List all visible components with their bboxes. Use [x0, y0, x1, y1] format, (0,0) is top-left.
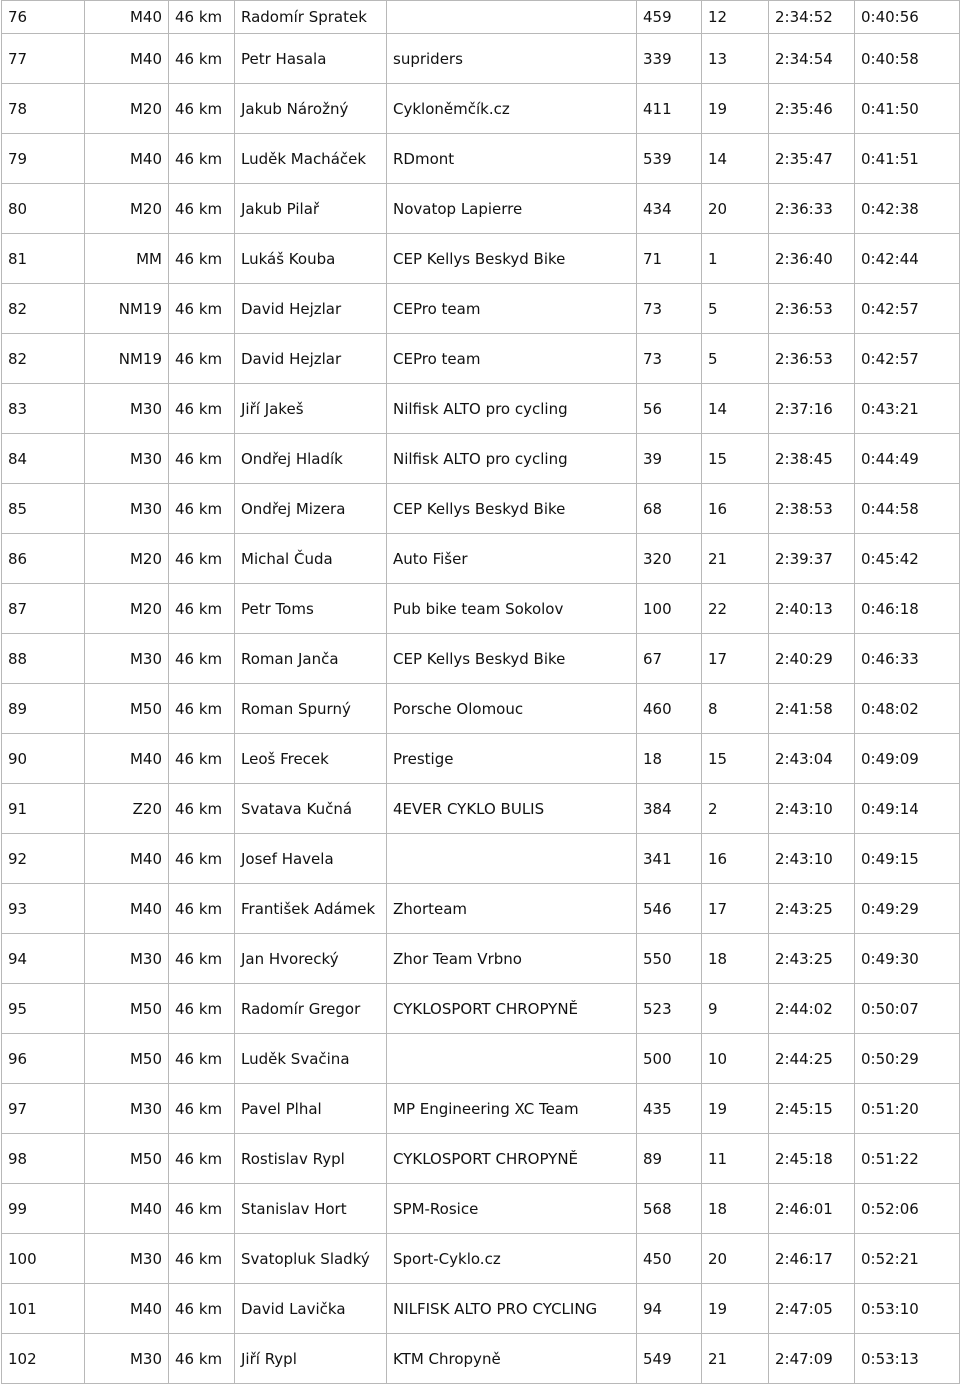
- category-position-cell: 19: [702, 84, 769, 134]
- table-row: [2, 1034, 960, 1084]
- category-position-cell: 5: [702, 334, 769, 384]
- category-position-cell: 14: [702, 134, 769, 184]
- team-cell: Pub bike team Sokolov: [387, 584, 637, 634]
- position-cell: 100: [2, 1234, 85, 1284]
- time-gap-cell: 0:50:29: [855, 1034, 960, 1084]
- start-number-cell: 339: [637, 34, 702, 84]
- start-number-cell: 100: [637, 584, 702, 634]
- category-cell: M40: [85, 134, 169, 184]
- category-cell: M20: [85, 584, 169, 634]
- category-position-cell: 1: [702, 234, 769, 284]
- time-gap-cell: 0:49:14: [855, 784, 960, 834]
- position-cell: 77: [2, 34, 85, 84]
- finish-time-cell: 2:35:47: [769, 134, 855, 184]
- rider-name-cell: Jakub Nárožný: [235, 84, 387, 134]
- time-gap-cell: 0:53:13: [855, 1334, 960, 1384]
- finish-time-cell: 2:46:01: [769, 1184, 855, 1234]
- distance-cell: 46 km: [169, 1034, 235, 1084]
- position-cell: 92: [2, 834, 85, 884]
- start-number-cell: 500: [637, 1034, 702, 1084]
- position-cell: 84: [2, 434, 85, 484]
- category-position-cell: 15: [702, 434, 769, 484]
- finish-time-cell: 2:46:17: [769, 1234, 855, 1284]
- rider-name-cell: Petr Toms: [235, 584, 387, 634]
- team-cell: CEP Kellys Beskyd Bike: [387, 634, 637, 684]
- category-cell: M40: [85, 884, 169, 934]
- category-cell: M50: [85, 1134, 169, 1184]
- team-cell: CEP Kellys Beskyd Bike: [387, 234, 637, 284]
- position-cell: 82: [2, 284, 85, 334]
- rider-name-cell: David Lavička: [235, 1284, 387, 1334]
- category-cell: M40: [85, 1184, 169, 1234]
- category-cell: M50: [85, 1034, 169, 1084]
- table-row: [2, 634, 960, 684]
- category-position-cell: 5: [702, 284, 769, 334]
- table-row: [2, 584, 960, 634]
- position-cell: 99: [2, 1184, 85, 1234]
- distance-cell: 46 km: [169, 734, 235, 784]
- category-position-cell: 20: [702, 1234, 769, 1284]
- category-position-cell: 20: [702, 184, 769, 234]
- rider-name-cell: Rostislav Rypl: [235, 1134, 387, 1184]
- distance-cell: 46 km: [169, 1, 235, 34]
- finish-time-cell: 2:35:46: [769, 84, 855, 134]
- time-gap-cell: 0:51:20: [855, 1084, 960, 1134]
- time-gap-cell: 0:49:15: [855, 834, 960, 884]
- team-cell: [387, 834, 637, 884]
- distance-cell: 46 km: [169, 1084, 235, 1134]
- finish-time-cell: 2:40:13: [769, 584, 855, 634]
- category-position-cell: 17: [702, 884, 769, 934]
- category-position-cell: 21: [702, 534, 769, 584]
- team-cell: Cykloněmčík.cz: [387, 84, 637, 134]
- category-position-cell: 16: [702, 834, 769, 884]
- time-gap-cell: 0:42:57: [855, 284, 960, 334]
- start-number-cell: 56: [637, 384, 702, 434]
- team-cell: Sport-Cyklo.cz: [387, 1234, 637, 1284]
- table-row: [2, 1334, 960, 1384]
- team-cell: SPM-Rosice: [387, 1184, 637, 1234]
- start-number-cell: 94: [637, 1284, 702, 1334]
- distance-cell: 46 km: [169, 484, 235, 534]
- start-number-cell: 341: [637, 834, 702, 884]
- team-cell: [387, 1, 637, 34]
- time-gap-cell: 0:52:06: [855, 1184, 960, 1234]
- category-cell: M30: [85, 1234, 169, 1284]
- category-position-cell: 8: [702, 684, 769, 734]
- time-gap-cell: 0:42:38: [855, 184, 960, 234]
- position-cell: 101: [2, 1284, 85, 1334]
- distance-cell: 46 km: [169, 934, 235, 984]
- position-cell: 95: [2, 984, 85, 1034]
- time-gap-cell: 0:44:49: [855, 434, 960, 484]
- rider-name-cell: Jiří Jakeš: [235, 384, 387, 434]
- distance-cell: 46 km: [169, 1234, 235, 1284]
- distance-cell: 46 km: [169, 184, 235, 234]
- team-cell: CEPro team: [387, 284, 637, 334]
- category-position-cell: 19: [702, 1284, 769, 1334]
- finish-time-cell: 2:47:09: [769, 1334, 855, 1384]
- rider-name-cell: Petr Hasala: [235, 34, 387, 84]
- rider-name-cell: František Adámek: [235, 884, 387, 934]
- position-cell: 90: [2, 734, 85, 784]
- category-cell: M30: [85, 934, 169, 984]
- table-row: [2, 234, 960, 284]
- time-gap-cell: 0:43:21: [855, 384, 960, 434]
- category-cell: M30: [85, 484, 169, 534]
- start-number-cell: 67: [637, 634, 702, 684]
- finish-time-cell: 2:43:10: [769, 834, 855, 884]
- rider-name-cell: Luděk Macháček: [235, 134, 387, 184]
- team-cell: 4EVER CYKLO BULIS: [387, 784, 637, 834]
- rider-name-cell: David Hejzlar: [235, 284, 387, 334]
- category-position-cell: 11: [702, 1134, 769, 1184]
- table-row: [2, 684, 960, 734]
- time-gap-cell: 0:46:18: [855, 584, 960, 634]
- distance-cell: 46 km: [169, 684, 235, 734]
- finish-time-cell: 2:38:45: [769, 434, 855, 484]
- category-position-cell: 9: [702, 984, 769, 1034]
- start-number-cell: 71: [637, 234, 702, 284]
- finish-time-cell: 2:36:53: [769, 334, 855, 384]
- rider-name-cell: Lukáš Kouba: [235, 234, 387, 284]
- start-number-cell: 39: [637, 434, 702, 484]
- time-gap-cell: 0:49:30: [855, 934, 960, 984]
- team-cell: KTM Chropyně: [387, 1334, 637, 1384]
- time-gap-cell: 0:49:29: [855, 884, 960, 934]
- table-row: [2, 84, 960, 134]
- position-cell: 82: [2, 334, 85, 384]
- time-gap-cell: 0:51:22: [855, 1134, 960, 1184]
- results-body: [2, 1, 960, 1384]
- team-cell: Zhorteam: [387, 884, 637, 934]
- table-row: [2, 1134, 960, 1184]
- time-gap-cell: 0:41:50: [855, 84, 960, 134]
- results-table: [1, 0, 960, 1384]
- table-row: [2, 1, 960, 34]
- category-cell: M40: [85, 734, 169, 784]
- position-cell: 89: [2, 684, 85, 734]
- finish-time-cell: 2:44:25: [769, 1034, 855, 1084]
- category-position-cell: 22: [702, 584, 769, 634]
- category-cell: M20: [85, 184, 169, 234]
- category-position-cell: 18: [702, 934, 769, 984]
- rider-name-cell: Jan Hvorecký: [235, 934, 387, 984]
- time-gap-cell: 0:48:02: [855, 684, 960, 734]
- category-position-cell: 18: [702, 1184, 769, 1234]
- position-cell: 76: [2, 1, 85, 34]
- category-position-cell: 17: [702, 634, 769, 684]
- finish-time-cell: 2:34:54: [769, 34, 855, 84]
- distance-cell: 46 km: [169, 584, 235, 634]
- team-cell: Novatop Lapierre: [387, 184, 637, 234]
- category-cell: M40: [85, 1, 169, 34]
- table-row: [2, 484, 960, 534]
- team-cell: Porsche Olomouc: [387, 684, 637, 734]
- distance-cell: 46 km: [169, 884, 235, 934]
- distance-cell: 46 km: [169, 1184, 235, 1234]
- team-cell: [387, 1034, 637, 1084]
- table-row: [2, 1234, 960, 1284]
- start-number-cell: 384: [637, 784, 702, 834]
- time-gap-cell: 0:45:42: [855, 534, 960, 584]
- rider-name-cell: Radomír Spratek: [235, 1, 387, 34]
- category-cell: M30: [85, 434, 169, 484]
- finish-time-cell: 2:43:10: [769, 784, 855, 834]
- position-cell: 98: [2, 1134, 85, 1184]
- finish-time-cell: 2:45:15: [769, 1084, 855, 1134]
- start-number-cell: 320: [637, 534, 702, 584]
- finish-time-cell: 2:40:29: [769, 634, 855, 684]
- table-row: [2, 834, 960, 884]
- time-gap-cell: 0:53:10: [855, 1284, 960, 1334]
- time-gap-cell: 0:44:58: [855, 484, 960, 534]
- position-cell: 83: [2, 384, 85, 434]
- start-number-cell: 523: [637, 984, 702, 1034]
- category-cell: M40: [85, 1284, 169, 1334]
- distance-cell: 46 km: [169, 1284, 235, 1334]
- distance-cell: 46 km: [169, 434, 235, 484]
- position-cell: 94: [2, 934, 85, 984]
- category-cell: M30: [85, 1084, 169, 1134]
- finish-time-cell: 2:37:16: [769, 384, 855, 434]
- distance-cell: 46 km: [169, 284, 235, 334]
- finish-time-cell: 2:38:53: [769, 484, 855, 534]
- position-cell: 81: [2, 234, 85, 284]
- team-cell: CYKLOSPORT CHROPYNĚ: [387, 1134, 637, 1184]
- distance-cell: 46 km: [169, 634, 235, 684]
- distance-cell: 46 km: [169, 534, 235, 584]
- category-position-cell: 16: [702, 484, 769, 534]
- distance-cell: 46 km: [169, 134, 235, 184]
- category-cell: M30: [85, 634, 169, 684]
- category-position-cell: 14: [702, 384, 769, 434]
- category-position-cell: 15: [702, 734, 769, 784]
- position-cell: 88: [2, 634, 85, 684]
- position-cell: 80: [2, 184, 85, 234]
- category-position-cell: 21: [702, 1334, 769, 1384]
- position-cell: 85: [2, 484, 85, 534]
- category-position-cell: 13: [702, 34, 769, 84]
- position-cell: 91: [2, 784, 85, 834]
- finish-time-cell: 2:39:37: [769, 534, 855, 584]
- distance-cell: 46 km: [169, 34, 235, 84]
- rider-name-cell: Jiří Rypl: [235, 1334, 387, 1384]
- time-gap-cell: 0:42:44: [855, 234, 960, 284]
- time-gap-cell: 0:40:56: [855, 1, 960, 34]
- team-cell: CEP Kellys Beskyd Bike: [387, 484, 637, 534]
- table-row: [2, 734, 960, 784]
- category-cell: NM19: [85, 334, 169, 384]
- distance-cell: 46 km: [169, 834, 235, 884]
- position-cell: 102: [2, 1334, 85, 1384]
- finish-time-cell: 2:36:40: [769, 234, 855, 284]
- time-gap-cell: 0:41:51: [855, 134, 960, 184]
- table-row: [2, 884, 960, 934]
- category-cell: Z20: [85, 784, 169, 834]
- position-cell: 87: [2, 584, 85, 634]
- team-cell: Zhor Team Vrbno: [387, 934, 637, 984]
- distance-cell: 46 km: [169, 84, 235, 134]
- category-cell: NM19: [85, 284, 169, 334]
- start-number-cell: 550: [637, 934, 702, 984]
- rider-name-cell: Radomír Gregor: [235, 984, 387, 1034]
- distance-cell: 46 km: [169, 334, 235, 384]
- finish-time-cell: 2:45:18: [769, 1134, 855, 1184]
- start-number-cell: 459: [637, 1, 702, 34]
- category-position-cell: 10: [702, 1034, 769, 1084]
- finish-time-cell: 2:34:52: [769, 1, 855, 34]
- position-cell: 78: [2, 84, 85, 134]
- start-number-cell: 450: [637, 1234, 702, 1284]
- category-cell: M50: [85, 984, 169, 1034]
- time-gap-cell: 0:40:58: [855, 34, 960, 84]
- start-number-cell: 73: [637, 284, 702, 334]
- rider-name-cell: Roman Janča: [235, 634, 387, 684]
- table-row: [2, 534, 960, 584]
- table-row: [2, 284, 960, 334]
- rider-name-cell: Roman Spurný: [235, 684, 387, 734]
- table-row: [2, 934, 960, 984]
- rider-name-cell: Svatopluk Sladký: [235, 1234, 387, 1284]
- table-row: [2, 984, 960, 1034]
- table-row: [2, 784, 960, 834]
- time-gap-cell: 0:46:33: [855, 634, 960, 684]
- team-cell: Nilfisk ALTO pro cycling: [387, 384, 637, 434]
- rider-name-cell: Pavel Plhal: [235, 1084, 387, 1134]
- start-number-cell: 549: [637, 1334, 702, 1384]
- table-row: [2, 134, 960, 184]
- finish-time-cell: 2:41:58: [769, 684, 855, 734]
- team-cell: CEPro team: [387, 334, 637, 384]
- team-cell: Nilfisk ALTO pro cycling: [387, 434, 637, 484]
- category-cell: MM: [85, 234, 169, 284]
- finish-time-cell: 2:43:25: [769, 934, 855, 984]
- start-number-cell: 435: [637, 1084, 702, 1134]
- start-number-cell: 539: [637, 134, 702, 184]
- team-cell: Prestige: [387, 734, 637, 784]
- table-row: [2, 184, 960, 234]
- position-cell: 97: [2, 1084, 85, 1134]
- table-row: [2, 334, 960, 384]
- start-number-cell: 73: [637, 334, 702, 384]
- category-position-cell: 19: [702, 1084, 769, 1134]
- distance-cell: 46 km: [169, 1334, 235, 1384]
- rider-name-cell: Ondřej Hladík: [235, 434, 387, 484]
- time-gap-cell: 0:49:09: [855, 734, 960, 784]
- table-row: [2, 1284, 960, 1334]
- table-row: [2, 1184, 960, 1234]
- team-cell: Auto Fišer: [387, 534, 637, 584]
- start-number-cell: 18: [637, 734, 702, 784]
- rider-name-cell: Stanislav Hort: [235, 1184, 387, 1234]
- finish-time-cell: 2:36:33: [769, 184, 855, 234]
- rider-name-cell: Leoš Frecek: [235, 734, 387, 784]
- start-number-cell: 89: [637, 1134, 702, 1184]
- finish-time-cell: 2:47:05: [769, 1284, 855, 1334]
- start-number-cell: 568: [637, 1184, 702, 1234]
- category-position-cell: 12: [702, 1, 769, 34]
- distance-cell: 46 km: [169, 984, 235, 1034]
- team-cell: CYKLOSPORT CHROPYNĚ: [387, 984, 637, 1034]
- category-cell: M50: [85, 684, 169, 734]
- table-row: [2, 1084, 960, 1134]
- finish-time-cell: 2:44:02: [769, 984, 855, 1034]
- distance-cell: 46 km: [169, 384, 235, 434]
- category-cell: M30: [85, 1334, 169, 1384]
- time-gap-cell: 0:52:21: [855, 1234, 960, 1284]
- distance-cell: 46 km: [169, 784, 235, 834]
- team-cell: MP Engineering XC Team: [387, 1084, 637, 1134]
- rider-name-cell: Josef Havela: [235, 834, 387, 884]
- team-cell: supriders: [387, 34, 637, 84]
- distance-cell: 46 km: [169, 1134, 235, 1184]
- table-row: [2, 434, 960, 484]
- category-cell: M20: [85, 84, 169, 134]
- rider-name-cell: David Hejzlar: [235, 334, 387, 384]
- category-position-cell: 2: [702, 784, 769, 834]
- position-cell: 96: [2, 1034, 85, 1084]
- position-cell: 86: [2, 534, 85, 584]
- rider-name-cell: Jakub Pilař: [235, 184, 387, 234]
- finish-time-cell: 2:43:04: [769, 734, 855, 784]
- finish-time-cell: 2:43:25: [769, 884, 855, 934]
- team-cell: RDmont: [387, 134, 637, 184]
- table-row: [2, 384, 960, 434]
- rider-name-cell: Svatava Kučná: [235, 784, 387, 834]
- start-number-cell: 68: [637, 484, 702, 534]
- table-row: [2, 34, 960, 84]
- team-cell: NILFISK ALTO PRO CYCLING: [387, 1284, 637, 1334]
- category-cell: M20: [85, 534, 169, 584]
- distance-cell: 46 km: [169, 234, 235, 284]
- rider-name-cell: Luděk Svačina: [235, 1034, 387, 1084]
- position-cell: 79: [2, 134, 85, 184]
- start-number-cell: 411: [637, 84, 702, 134]
- time-gap-cell: 0:42:57: [855, 334, 960, 384]
- category-cell: M40: [85, 834, 169, 884]
- start-number-cell: 546: [637, 884, 702, 934]
- rider-name-cell: Ondřej Mizera: [235, 484, 387, 534]
- rider-name-cell: Michal Čuda: [235, 534, 387, 584]
- category-cell: M30: [85, 384, 169, 434]
- category-cell: M40: [85, 34, 169, 84]
- start-number-cell: 460: [637, 684, 702, 734]
- finish-time-cell: 2:36:53: [769, 284, 855, 334]
- position-cell: 93: [2, 884, 85, 934]
- time-gap-cell: 0:50:07: [855, 984, 960, 1034]
- start-number-cell: 434: [637, 184, 702, 234]
